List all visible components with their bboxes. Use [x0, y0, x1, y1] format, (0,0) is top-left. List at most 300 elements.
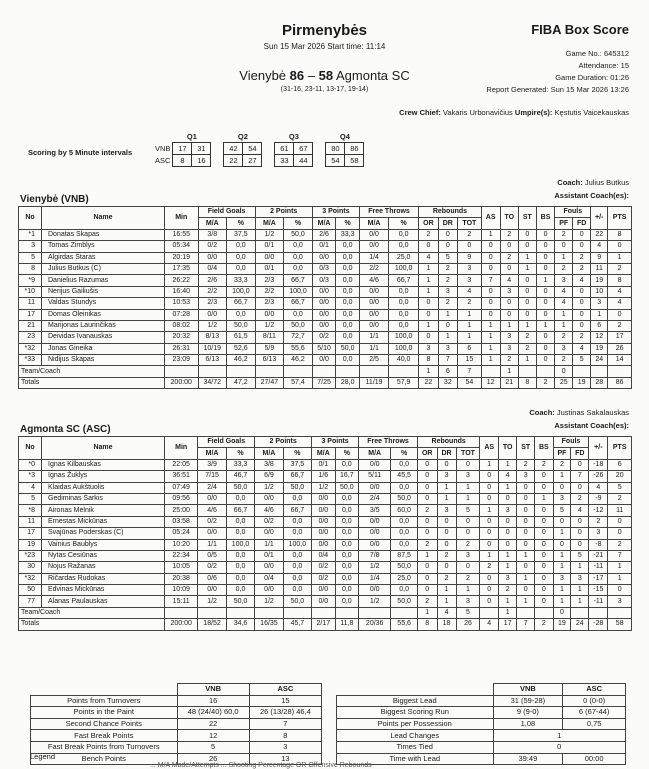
stat-cell: 52,6 — [227, 343, 256, 354]
column-header: Rebounds — [419, 207, 482, 218]
player-name: Ignas Žuklys — [42, 471, 165, 482]
stat-cell: 0,0 — [226, 573, 254, 584]
coach-label: Coach: — [529, 408, 555, 417]
interval-score: 42 — [224, 143, 243, 155]
game-duration: Game Duration: 01:26 — [555, 73, 629, 82]
stat-cell: 3 — [500, 343, 519, 354]
stat-cell: 0 — [438, 229, 457, 240]
stat-cell: 6/13 — [255, 355, 284, 366]
column-header: No — [19, 207, 42, 230]
stat-cell: 0,0 — [336, 298, 360, 309]
empty-cell — [336, 366, 360, 377]
stat-cell: 0 — [480, 585, 499, 596]
totals-cell: 47,2 — [227, 377, 256, 388]
stat-cell: 0,0 — [335, 493, 359, 504]
stat-cell: 1 — [419, 263, 439, 274]
stat-cell: 1 — [419, 275, 439, 286]
stat-cell: 0 — [417, 528, 437, 539]
stat-cell: 7 — [608, 550, 632, 561]
stat-cell: 0 — [481, 286, 500, 297]
column-header: +/- — [589, 437, 608, 460]
stat-cell: 1 — [438, 332, 457, 343]
stat-cell: 0 — [480, 596, 499, 607]
stat-cell: 1 — [608, 252, 632, 263]
stat-cell: 0/0 — [312, 298, 336, 309]
stat-cell: 2/2 — [198, 286, 227, 297]
column-header: Name — [42, 437, 165, 460]
stat-cell: 50,0 — [336, 343, 360, 354]
totals-cell: 200:00 — [165, 619, 198, 630]
stat-cell: 0/2 — [198, 241, 227, 252]
stat-cell: 20:19 — [165, 252, 199, 263]
home-box-score-table — [18, 206, 632, 389]
stat-cell: -8 — [589, 539, 608, 550]
player-number: 5 — [19, 493, 42, 504]
stat-cell: 0,0 — [389, 241, 419, 252]
stat-cell: 0,0 — [335, 505, 359, 516]
summary-value: 15 — [249, 695, 321, 707]
stat-cell: 0/0 — [312, 528, 336, 539]
stat-cell: 0/0 — [312, 320, 336, 331]
stat-cell: 1 — [571, 562, 589, 573]
stat-cell: 2 — [437, 573, 456, 584]
stat-cell: 16:40 — [165, 286, 199, 297]
summary-row — [337, 741, 626, 753]
stat-cell: 2 — [417, 539, 437, 550]
stat-cell: 6 — [591, 320, 608, 331]
stat-cell: 2 — [608, 263, 632, 274]
empty-cell — [571, 607, 589, 618]
team-or: 1 — [419, 366, 439, 377]
team-dr: 6 — [438, 366, 457, 377]
stat-cell: 0,0 — [336, 263, 360, 274]
away-box-score-table — [18, 436, 632, 631]
stat-cell: 0/0 — [359, 585, 391, 596]
summary-value: 26 — [177, 753, 249, 765]
stat-cell: 0,0 — [283, 573, 311, 584]
stat-cell: 1 — [480, 550, 499, 561]
summary-row — [31, 695, 322, 707]
stat-cell: 23:09 — [165, 355, 199, 366]
stat-cell: 1 — [481, 332, 500, 343]
empty-cell — [198, 366, 227, 377]
stat-cell: 26:31 — [165, 343, 199, 354]
player-row — [19, 528, 632, 539]
stat-cell: 2 — [480, 562, 499, 573]
summary-value: 31 (59-28) — [493, 695, 563, 707]
stat-cell: 1 — [498, 459, 516, 470]
totals-cell: 18/52 — [198, 619, 226, 630]
column-header: Min — [165, 437, 198, 460]
player-row — [19, 275, 632, 286]
stat-cell: 0/2 — [312, 562, 336, 573]
player-number: 8 — [19, 263, 42, 274]
stat-cell: 4 — [419, 252, 439, 263]
stat-cell: 0 — [481, 252, 500, 263]
stat-cell: 50,0 — [391, 596, 418, 607]
stat-cell: 10/19 — [198, 343, 227, 354]
stat-cell: 3 — [608, 596, 632, 607]
stat-cell: 0 — [536, 241, 555, 252]
stat-cell: 66,7 — [283, 505, 311, 516]
game-number: Game No.: 645312 — [565, 49, 629, 58]
stat-cell: 0 — [535, 573, 554, 584]
team-summary-left — [30, 683, 322, 765]
stat-cell: 46,2 — [227, 355, 256, 366]
empty-cell — [198, 607, 226, 618]
stat-cell: 1 — [536, 275, 555, 286]
empty-cell — [226, 607, 254, 618]
stat-cell: 2/5 — [359, 355, 388, 366]
stat-cell: 0 — [573, 309, 591, 320]
stat-cell: 0 — [437, 539, 456, 550]
stat-cell: 0/0 — [198, 493, 226, 504]
stat-cell: 0,0 — [391, 528, 418, 539]
empty-cell — [480, 607, 499, 618]
stat-cell: 0/0 — [312, 252, 336, 263]
stat-cell: 8 — [608, 229, 632, 240]
stat-cell: 0,0 — [391, 585, 418, 596]
empty-cell — [312, 607, 336, 618]
summary-label: Points from Turnovers — [31, 695, 178, 707]
summary-label: Time with Lead — [337, 753, 494, 765]
stat-cell: 3 — [500, 286, 519, 297]
column-header: Free Throws — [359, 207, 418, 218]
stat-cell: 66,7 — [226, 505, 254, 516]
stat-cell: 37,5 — [227, 229, 256, 240]
stat-cell: 0,0 — [336, 275, 360, 286]
stat-cell: 66,7 — [227, 298, 256, 309]
stat-cell: 1/2 — [198, 596, 226, 607]
stat-cell: -12 — [589, 505, 608, 516]
column-subheader: % — [227, 218, 256, 229]
stat-cell: 1/2 — [255, 596, 283, 607]
stat-cell: 7/8 — [359, 550, 391, 561]
stat-cell: 25:00 — [165, 505, 198, 516]
totals-label: Totals — [19, 619, 165, 630]
team-to: 1 — [498, 607, 516, 618]
team-or: 1 — [417, 607, 437, 618]
interval-score: 54 — [326, 155, 345, 167]
stat-cell: 0 — [517, 585, 535, 596]
summary-row — [337, 730, 626, 742]
summary-value: 16 — [177, 695, 249, 707]
column-subheader: M/A — [255, 448, 283, 459]
player-number: 11 — [19, 516, 42, 527]
interval-score: 61 — [275, 143, 294, 155]
player-name: Nytas Cesiūnas — [42, 550, 165, 561]
totals-cell: 55,6 — [391, 619, 418, 630]
team-coach-label: Team/Coach — [19, 607, 165, 618]
empty-cell — [283, 607, 311, 618]
column-header: Field Goals — [198, 437, 255, 448]
stat-cell: 0 — [500, 241, 519, 252]
stat-cell: 0,0 — [283, 528, 311, 539]
stat-cell: 3 — [498, 573, 516, 584]
stat-cell: 0/0 — [255, 309, 284, 320]
stat-cell: 1 — [608, 573, 632, 584]
stat-cell: 40,0 — [389, 355, 419, 366]
stat-cell: 8/13 — [198, 332, 227, 343]
stat-cell: 1 — [457, 320, 481, 331]
legend-label: Legend — [30, 752, 56, 761]
stat-cell: 0 — [498, 528, 516, 539]
totals-cell: 27/47 — [255, 377, 284, 388]
stat-cell: 0 — [536, 252, 555, 263]
stat-cell: 0/0 — [359, 320, 388, 331]
stat-cell: 100,0 — [227, 286, 256, 297]
away-name: Agmonta SC — [336, 68, 410, 83]
column-subheader: % — [391, 448, 418, 459]
column-subheader: M/A — [359, 448, 391, 459]
away-coach — [529, 408, 629, 417]
stat-cell: 5/10 — [312, 343, 336, 354]
stat-cell: 1/1 — [359, 343, 388, 354]
stat-cell: 100,0 — [284, 286, 313, 297]
column-header: TO — [500, 207, 519, 230]
stat-cell: 33,3 — [336, 229, 360, 240]
stat-cell: 2 — [519, 343, 537, 354]
totals-cell: 22 — [419, 377, 439, 388]
stat-cell: 22 — [591, 229, 608, 240]
stat-cell: 1 — [555, 252, 573, 263]
stat-cell: 4/6 — [255, 505, 283, 516]
column-header: Free Throws — [359, 437, 418, 448]
stat-cell: 0,0 — [335, 528, 359, 539]
stat-cell: 1/2 — [255, 482, 283, 493]
totals-cell: 2 — [535, 619, 554, 630]
stat-cell: 0 — [519, 286, 537, 297]
column-subheader: M/A — [255, 218, 284, 229]
stat-cell: 1 — [519, 355, 537, 366]
column-subheader: OR — [419, 218, 439, 229]
stat-cell: 3 — [571, 573, 589, 584]
player-row — [19, 263, 632, 274]
summary-value: 0 — [493, 741, 626, 753]
stat-cell: 9 — [591, 252, 608, 263]
stat-cell: 1/4 — [359, 252, 388, 263]
totals-cell: 12 — [481, 377, 500, 388]
stat-cell: 0,0 — [335, 562, 359, 573]
column-header: AS — [480, 437, 499, 460]
totals-row — [19, 619, 632, 630]
player-number: *23 — [19, 550, 42, 561]
stat-cell: 0 — [536, 332, 555, 343]
stat-cell: 0 — [555, 241, 573, 252]
summary-row — [31, 707, 322, 719]
stat-cell: 0 — [498, 539, 516, 550]
stat-cell: 3 — [456, 471, 480, 482]
summary-value: 39:49 — [493, 753, 563, 765]
stat-cell: 08:02 — [165, 320, 199, 331]
summary-value: 26 (13/28) 46,4 — [249, 707, 321, 719]
stat-cell: 0 — [456, 459, 480, 470]
player-row — [19, 493, 632, 504]
stat-cell: 0,0 — [335, 573, 359, 584]
stat-cell: 1 — [608, 562, 632, 573]
stat-cell: 2 — [571, 493, 589, 504]
stat-cell: 50,0 — [227, 320, 256, 331]
stat-cell: 0,0 — [283, 516, 311, 527]
stat-cell: 1 — [480, 505, 499, 516]
stat-cell: 0,0 — [226, 516, 254, 527]
stat-cell: 4 — [591, 241, 608, 252]
stat-cell: 0 — [519, 241, 537, 252]
totals-cell: 34/72 — [198, 377, 227, 388]
home-name: Vienybė — [239, 68, 287, 83]
stat-cell: -11 — [589, 562, 608, 573]
player-number: 17 — [19, 309, 42, 320]
stat-cell: 5/9 — [255, 343, 284, 354]
stat-cell: -15 — [589, 585, 608, 596]
totals-cell: 57,9 — [389, 377, 419, 388]
stat-cell: 0 — [535, 528, 554, 539]
stat-cell: 0 — [517, 539, 535, 550]
player-row — [19, 505, 632, 516]
column-subheader: M/A — [198, 218, 227, 229]
stat-cell: 25,0 — [391, 573, 418, 584]
stat-cell: 2 — [419, 229, 439, 240]
summary-value: 1 — [493, 730, 626, 742]
team-dr: 4 — [437, 607, 456, 618]
summary-label: Biggest Scoring Run — [337, 707, 494, 719]
stat-cell: 1/2 — [312, 482, 336, 493]
column-subheader: % — [335, 448, 359, 459]
home-assistant-coach: Assistant Coach(es): — [554, 191, 629, 200]
team-to: 1 — [500, 366, 519, 377]
stat-cell: 0 — [417, 562, 437, 573]
stat-cell: 37,5 — [283, 459, 311, 470]
stat-cell: 1 — [481, 355, 500, 366]
stat-cell: 0/0 — [312, 539, 336, 550]
stat-cell: 0 — [553, 516, 571, 527]
stat-cell: 26:22 — [165, 275, 199, 286]
stat-cell: 0 — [535, 550, 554, 561]
column-header: TO — [498, 437, 516, 460]
interval-team: ASC — [155, 156, 171, 165]
stat-cell: 0/0 — [198, 252, 227, 263]
empty-cell — [255, 366, 284, 377]
column-subheader: % — [336, 218, 360, 229]
stat-cell: 0/0 — [255, 528, 283, 539]
stat-cell: 0 — [573, 286, 591, 297]
stat-cell: 0/2 — [312, 573, 336, 584]
summary-value: 6 (67-44) — [563, 707, 626, 719]
stat-cell: 19 — [591, 343, 608, 354]
stat-cell: 1 — [498, 562, 516, 573]
scoring-intervals-grid — [153, 131, 364, 167]
stat-cell: 7 — [481, 275, 500, 286]
stat-cell: 61,5 — [227, 332, 256, 343]
totals-label: Totals — [19, 377, 165, 388]
stat-cell: 4 — [573, 343, 591, 354]
stat-cell: 0,0 — [389, 286, 419, 297]
player-name: Domas Oleinikas — [42, 309, 165, 320]
totals-cell: 18 — [437, 619, 456, 630]
stat-cell: 5 — [438, 252, 457, 263]
stat-cell: 0 — [536, 343, 555, 354]
stat-cell: 0 — [438, 320, 457, 331]
stat-cell: 66,7 — [283, 471, 311, 482]
player-name: Nojus Ražanas — [42, 562, 165, 573]
stat-cell: 05:34 — [165, 241, 199, 252]
column-subheader: PF — [555, 218, 573, 229]
stat-cell: 0/6 — [198, 573, 226, 584]
stat-cell: 10:05 — [165, 562, 198, 573]
stat-cell: 0 — [437, 562, 456, 573]
stat-cell: 0,0 — [284, 263, 313, 274]
stat-cell: 0/0 — [312, 309, 336, 320]
column-header: ST — [519, 207, 537, 230]
stat-cell: 0 — [535, 482, 554, 493]
team-summary-right — [336, 683, 626, 765]
column-header: Name — [42, 207, 165, 230]
stat-cell: 1 — [481, 343, 500, 354]
stat-cell: 1 — [553, 585, 571, 596]
stat-cell: 33,3 — [227, 275, 256, 286]
stat-cell: 1 — [437, 493, 456, 504]
stat-cell: 1 — [500, 320, 519, 331]
stat-cell: 0 — [519, 275, 537, 286]
stat-cell: 2 — [555, 263, 573, 274]
stat-cell: 0 — [535, 471, 554, 482]
player-number: *32 — [19, 343, 42, 354]
stat-cell: 6/13 — [198, 355, 227, 366]
interval-score: 31 — [192, 143, 211, 155]
stat-cell: 0 — [456, 562, 480, 573]
player-name: Danielius Razumas — [42, 275, 165, 286]
stat-cell: 4 — [500, 275, 519, 286]
stat-cell: 03:58 — [165, 516, 198, 527]
stat-cell: 0,0 — [335, 459, 359, 470]
player-number: 21 — [19, 320, 42, 331]
column-subheader: FD — [571, 448, 589, 459]
stat-cell: 1/4 — [359, 573, 391, 584]
column-header: Rebounds — [417, 437, 479, 448]
stat-cell: 25,0 — [389, 252, 419, 263]
interval-score: 80 — [326, 143, 345, 155]
column-subheader: DR — [437, 448, 456, 459]
empty-cell — [536, 366, 555, 377]
totals-cell: 200:00 — [165, 377, 199, 388]
stat-cell: 0/0 — [312, 505, 336, 516]
stat-cell: 0,0 — [389, 320, 419, 331]
stat-cell: 0 — [480, 528, 499, 539]
stat-cell: 2 — [500, 252, 519, 263]
umpires-label: Umpire(s): — [514, 108, 553, 117]
totals-cell: 11,8 — [335, 619, 359, 630]
stat-cell: 2 — [608, 539, 632, 550]
column-subheader: M/A — [312, 448, 336, 459]
stat-cell: 0 — [417, 516, 437, 527]
player-name: Svajūnas Poderskas (C) — [42, 528, 165, 539]
stat-cell: 0 — [481, 241, 500, 252]
column-subheader: M/A — [312, 218, 336, 229]
player-name: Klaidas Aukštuolis — [42, 482, 165, 493]
empty-cell — [312, 366, 336, 377]
interval-score: 54 — [243, 143, 262, 155]
player-row — [19, 482, 632, 493]
player-row — [19, 229, 632, 240]
score-dash: – — [307, 68, 315, 83]
summary-label: Fast Break Points from Turnovers — [31, 741, 178, 753]
stat-cell: 6/9 — [255, 471, 283, 482]
stat-cell: 1/2 — [359, 596, 391, 607]
summary-value: 0 (0-0) — [563, 695, 626, 707]
summary-header: ASC — [249, 684, 321, 696]
stat-cell: 0 — [517, 493, 535, 504]
totals-cell: 8 — [519, 377, 537, 388]
